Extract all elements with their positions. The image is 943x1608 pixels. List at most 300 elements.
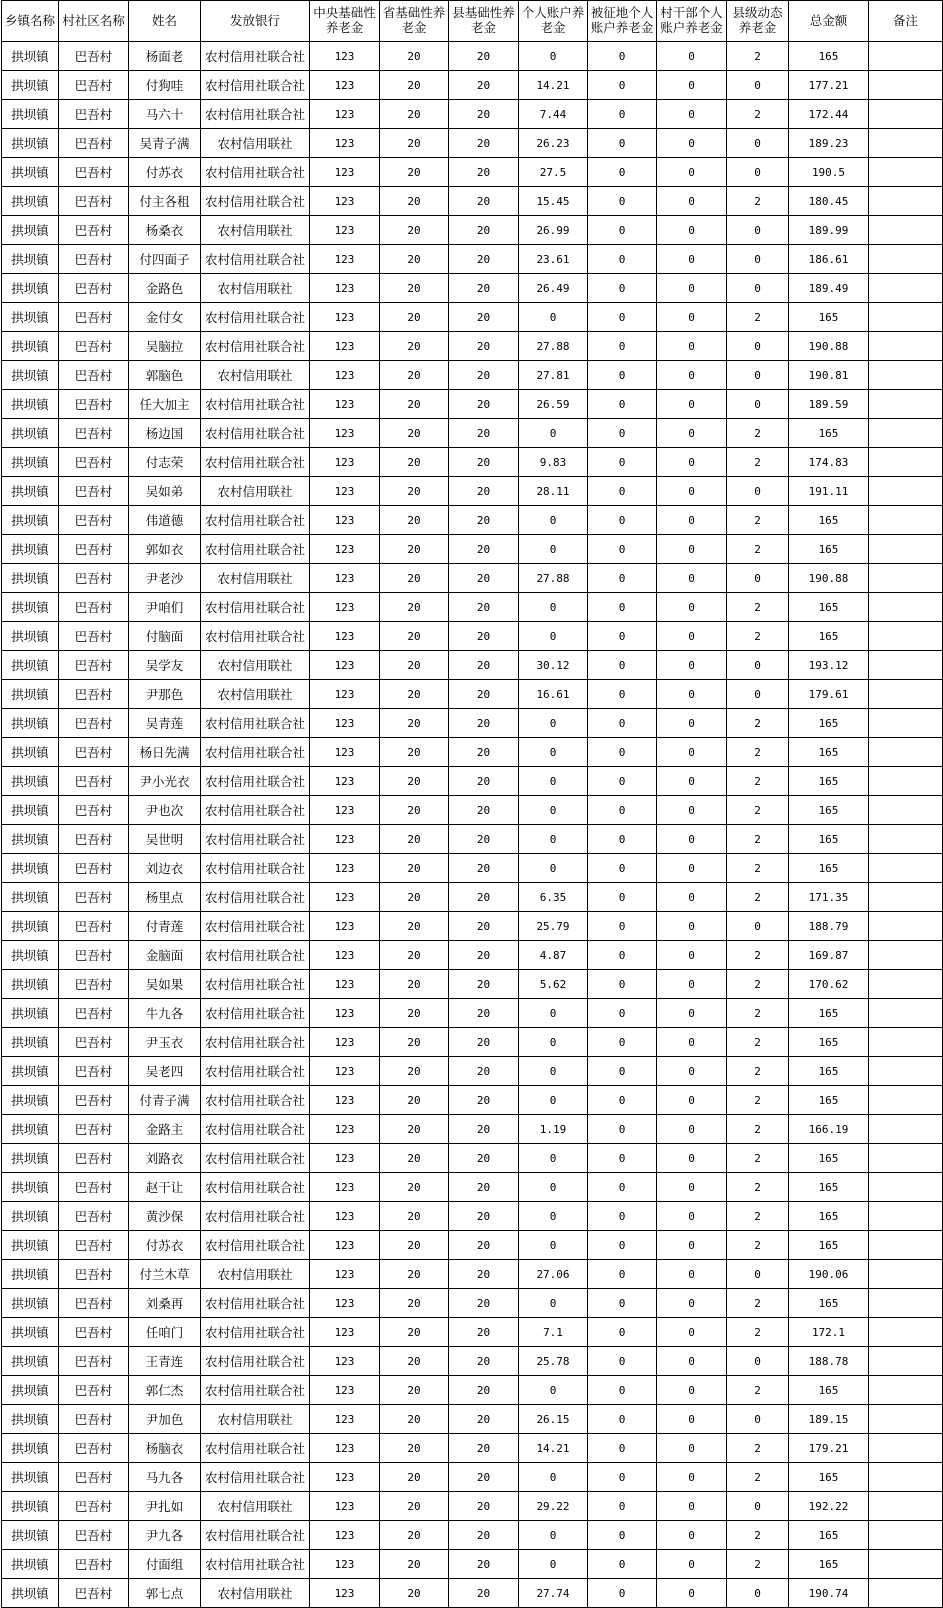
cell-note: [869, 1521, 943, 1550]
cell-personal: 27.81: [519, 361, 588, 390]
cell-town: 拱坝镇: [2, 361, 59, 390]
cell-land: 0: [588, 419, 657, 448]
column-header-village: 村社区名称: [59, 1, 129, 42]
table-row: [2, 1144, 943, 1173]
cell-central: 123: [310, 100, 380, 129]
header-row: [2, 1, 943, 42]
cell-central: 123: [310, 1028, 380, 1057]
cell-central: 123: [310, 680, 380, 709]
cell-provincial: 20: [380, 361, 449, 390]
cell-personal: 4.87: [519, 941, 588, 970]
cell-bank: 农村信用联社: [201, 651, 310, 680]
table-row: [2, 1405, 943, 1434]
cell-bank: 农村信用联社: [201, 680, 310, 709]
cell-provincial: 20: [380, 883, 449, 912]
cell-county: 20: [449, 1347, 519, 1376]
cell-provincial: 20: [380, 216, 449, 245]
cell-central: 123: [310, 767, 380, 796]
cell-central: 123: [310, 738, 380, 767]
cell-land: 0: [588, 1057, 657, 1086]
cell-total: 166.19: [789, 1115, 869, 1144]
cell-provincial: 20: [380, 100, 449, 129]
cell-name: 尹九各: [129, 1521, 201, 1550]
cell-county: 20: [449, 477, 519, 506]
cell-town: 拱坝镇: [2, 448, 59, 477]
cell-note: [869, 1144, 943, 1173]
cell-cadre: 0: [657, 158, 727, 187]
cell-cadre: 0: [657, 680, 727, 709]
cell-town: 拱坝镇: [2, 680, 59, 709]
cell-land: 0: [588, 1492, 657, 1521]
cell-total: 172.1: [789, 1318, 869, 1347]
cell-land: 0: [588, 593, 657, 622]
cell-land: 0: [588, 1550, 657, 1579]
cell-note: [869, 999, 943, 1028]
cell-cadre: 0: [657, 1434, 727, 1463]
cell-town: 拱坝镇: [2, 1173, 59, 1202]
cell-name: 金路色: [129, 274, 201, 303]
cell-bank: 农村信用社联合社: [201, 158, 310, 187]
cell-personal: 0: [519, 1173, 588, 1202]
cell-dynamic: 0: [727, 564, 789, 593]
table-row: [2, 970, 943, 999]
cell-provincial: 20: [380, 332, 449, 361]
cell-dynamic: 2: [727, 448, 789, 477]
cell-cadre: 0: [657, 1347, 727, 1376]
cell-total: 165: [789, 738, 869, 767]
column-header-provincial: 省基础性养老金: [380, 1, 449, 42]
cell-note: [869, 1550, 943, 1579]
cell-personal: 0: [519, 1202, 588, 1231]
cell-dynamic: 2: [727, 854, 789, 883]
cell-town: 拱坝镇: [2, 216, 59, 245]
table-row: [2, 1492, 943, 1521]
cell-total: 165: [789, 825, 869, 854]
cell-cadre: 0: [657, 1173, 727, 1202]
cell-note: [869, 187, 943, 216]
cell-personal: 7.44: [519, 100, 588, 129]
cell-bank: 农村信用社联合社: [201, 1086, 310, 1115]
cell-total: 192.22: [789, 1492, 869, 1521]
cell-central: 123: [310, 1231, 380, 1260]
cell-note: [869, 1289, 943, 1318]
cell-provincial: 20: [380, 390, 449, 419]
cell-village: 巴吾村: [59, 245, 129, 274]
cell-county: 20: [449, 1318, 519, 1347]
cell-total: 165: [789, 1463, 869, 1492]
cell-dynamic: 0: [727, 332, 789, 361]
table-row: [2, 1463, 943, 1492]
cell-cadre: 0: [657, 535, 727, 564]
cell-personal: 0: [519, 593, 588, 622]
cell-land: 0: [588, 1521, 657, 1550]
cell-name: 郭脑色: [129, 361, 201, 390]
cell-village: 巴吾村: [59, 1521, 129, 1550]
cell-note: [869, 1260, 943, 1289]
cell-provincial: 20: [380, 622, 449, 651]
cell-central: 123: [310, 1144, 380, 1173]
table-row: [2, 999, 943, 1028]
cell-total: 186.61: [789, 245, 869, 274]
cell-personal: 0: [519, 796, 588, 825]
cell-total: 165: [789, 1202, 869, 1231]
cell-total: 190.5: [789, 158, 869, 187]
cell-name: 金路主: [129, 1115, 201, 1144]
cell-personal: 0: [519, 709, 588, 738]
cell-land: 0: [588, 1231, 657, 1260]
cell-provincial: 20: [380, 1521, 449, 1550]
cell-name: 吴如弟: [129, 477, 201, 506]
table-row: [2, 709, 943, 738]
cell-personal: 7.1: [519, 1318, 588, 1347]
table-row: [2, 1579, 943, 1608]
cell-bank: 农村信用联社: [201, 564, 310, 593]
cell-name: 尹玉衣: [129, 1028, 201, 1057]
cell-cadre: 0: [657, 274, 727, 303]
cell-personal: 27.74: [519, 1579, 588, 1608]
cell-central: 123: [310, 477, 380, 506]
cell-county: 20: [449, 622, 519, 651]
cell-land: 0: [588, 245, 657, 274]
cell-dynamic: 2: [727, 941, 789, 970]
cell-personal: 0: [519, 1463, 588, 1492]
cell-land: 0: [588, 825, 657, 854]
cell-note: [869, 1057, 943, 1086]
cell-cadre: 0: [657, 1202, 727, 1231]
cell-cadre: 0: [657, 216, 727, 245]
cell-note: [869, 129, 943, 158]
cell-provincial: 20: [380, 999, 449, 1028]
cell-cadre: 0: [657, 1289, 727, 1318]
cell-name: 尹小光衣: [129, 767, 201, 796]
cell-village: 巴吾村: [59, 680, 129, 709]
cell-land: 0: [588, 1028, 657, 1057]
cell-dynamic: 0: [727, 680, 789, 709]
table-row: [2, 825, 943, 854]
cell-central: 123: [310, 1376, 380, 1405]
table-row: [2, 738, 943, 767]
cell-land: 0: [588, 1115, 657, 1144]
cell-provincial: 20: [380, 912, 449, 941]
cell-dynamic: 2: [727, 1028, 789, 1057]
cell-central: 123: [310, 709, 380, 738]
cell-provincial: 20: [380, 535, 449, 564]
cell-county: 20: [449, 506, 519, 535]
cell-note: [869, 1579, 943, 1608]
cell-dynamic: 2: [727, 999, 789, 1028]
cell-county: 20: [449, 1144, 519, 1173]
table-row: [2, 506, 943, 535]
cell-village: 巴吾村: [59, 332, 129, 361]
table-row: [2, 1057, 943, 1086]
cell-dynamic: 0: [727, 1492, 789, 1521]
cell-central: 123: [310, 912, 380, 941]
cell-town: 拱坝镇: [2, 477, 59, 506]
cell-county: 20: [449, 448, 519, 477]
cell-cadre: 0: [657, 1463, 727, 1492]
cell-central: 123: [310, 506, 380, 535]
column-header-county: 县基础性养老金: [449, 1, 519, 42]
cell-name: 金付女: [129, 303, 201, 332]
cell-county: 20: [449, 1057, 519, 1086]
cell-village: 巴吾村: [59, 1231, 129, 1260]
cell-provincial: 20: [380, 1289, 449, 1318]
table-row: [2, 390, 943, 419]
column-header-bank: 发放银行: [201, 1, 310, 42]
cell-county: 20: [449, 1434, 519, 1463]
table-row: [2, 361, 943, 390]
cell-total: 165: [789, 419, 869, 448]
cell-dynamic: 0: [727, 390, 789, 419]
cell-town: 拱坝镇: [2, 158, 59, 187]
cell-land: 0: [588, 361, 657, 390]
cell-bank: 农村信用社联合社: [201, 1318, 310, 1347]
cell-dynamic: 2: [727, 1550, 789, 1579]
cell-village: 巴吾村: [59, 941, 129, 970]
cell-cadre: 0: [657, 1492, 727, 1521]
cell-village: 巴吾村: [59, 825, 129, 854]
table-row: [2, 303, 943, 332]
table-row: [2, 1028, 943, 1057]
cell-county: 20: [449, 709, 519, 738]
cell-central: 123: [310, 390, 380, 419]
cell-note: [869, 506, 943, 535]
cell-land: 0: [588, 1173, 657, 1202]
cell-provincial: 20: [380, 593, 449, 622]
cell-land: 0: [588, 941, 657, 970]
table-row: [2, 1260, 943, 1289]
cell-cadre: 0: [657, 1144, 727, 1173]
cell-land: 0: [588, 274, 657, 303]
cell-name: 杨桑衣: [129, 216, 201, 245]
cell-provincial: 20: [380, 1057, 449, 1086]
cell-note: [869, 245, 943, 274]
table-row: [2, 1173, 943, 1202]
cell-bank: 农村信用社联合社: [201, 970, 310, 999]
cell-town: 拱坝镇: [2, 1318, 59, 1347]
cell-provincial: 20: [380, 303, 449, 332]
cell-county: 20: [449, 593, 519, 622]
cell-total: 169.87: [789, 941, 869, 970]
cell-note: [869, 100, 943, 129]
cell-dynamic: 0: [727, 912, 789, 941]
cell-village: 巴吾村: [59, 187, 129, 216]
cell-note: [869, 1492, 943, 1521]
cell-cadre: 0: [657, 1260, 727, 1289]
cell-town: 拱坝镇: [2, 1057, 59, 1086]
cell-provincial: 20: [380, 1347, 449, 1376]
cell-provincial: 20: [380, 245, 449, 274]
cell-central: 123: [310, 1550, 380, 1579]
cell-town: 拱坝镇: [2, 883, 59, 912]
cell-central: 123: [310, 535, 380, 564]
cell-town: 拱坝镇: [2, 1144, 59, 1173]
cell-bank: 农村信用社联合社: [201, 1057, 310, 1086]
cell-provincial: 20: [380, 419, 449, 448]
cell-land: 0: [588, 883, 657, 912]
cell-provincial: 20: [380, 680, 449, 709]
cell-personal: 26.49: [519, 274, 588, 303]
column-header-personal: 个人账户养老金: [519, 1, 588, 42]
cell-county: 20: [449, 1376, 519, 1405]
cell-personal: 0: [519, 854, 588, 883]
cell-county: 20: [449, 42, 519, 71]
cell-dynamic: 2: [727, 1202, 789, 1231]
cell-dynamic: 2: [727, 796, 789, 825]
cell-total: 190.88: [789, 332, 869, 361]
cell-bank: 农村信用联社: [201, 361, 310, 390]
cell-note: [869, 709, 943, 738]
cell-provincial: 20: [380, 970, 449, 999]
cell-total: 165: [789, 1550, 869, 1579]
cell-name: 吴世明: [129, 825, 201, 854]
cell-county: 20: [449, 1579, 519, 1608]
cell-village: 巴吾村: [59, 1434, 129, 1463]
cell-total: 165: [789, 1057, 869, 1086]
cell-land: 0: [588, 332, 657, 361]
cell-central: 123: [310, 332, 380, 361]
cell-name: 杨面老: [129, 42, 201, 71]
cell-name: 付面组: [129, 1550, 201, 1579]
cell-total: 165: [789, 1173, 869, 1202]
cell-name: 付四面子: [129, 245, 201, 274]
cell-total: 189.59: [789, 390, 869, 419]
cell-bank: 农村信用社联合社: [201, 1376, 310, 1405]
cell-county: 20: [449, 129, 519, 158]
cell-county: 20: [449, 1405, 519, 1434]
cell-note: [869, 767, 943, 796]
cell-cadre: 0: [657, 1086, 727, 1115]
cell-central: 123: [310, 1260, 380, 1289]
cell-town: 拱坝镇: [2, 1434, 59, 1463]
cell-personal: 0: [519, 767, 588, 796]
cell-personal: 0: [519, 1231, 588, 1260]
cell-name: 尹咱们: [129, 593, 201, 622]
cell-name: 郭如衣: [129, 535, 201, 564]
cell-cadre: 0: [657, 100, 727, 129]
cell-provincial: 20: [380, 129, 449, 158]
cell-village: 巴吾村: [59, 1347, 129, 1376]
cell-dynamic: 2: [727, 970, 789, 999]
cell-land: 0: [588, 970, 657, 999]
table-row: [2, 941, 943, 970]
cell-land: 0: [588, 42, 657, 71]
cell-personal: 9.83: [519, 448, 588, 477]
table-row: [2, 680, 943, 709]
cell-bank: 农村信用社联合社: [201, 796, 310, 825]
cell-land: 0: [588, 71, 657, 100]
cell-village: 巴吾村: [59, 796, 129, 825]
cell-central: 123: [310, 796, 380, 825]
cell-village: 巴吾村: [59, 71, 129, 100]
cell-note: [869, 71, 943, 100]
cell-total: 191.11: [789, 477, 869, 506]
cell-total: 165: [789, 1289, 869, 1318]
cell-village: 巴吾村: [59, 593, 129, 622]
cell-town: 拱坝镇: [2, 332, 59, 361]
cell-town: 拱坝镇: [2, 1521, 59, 1550]
cell-land: 0: [588, 1202, 657, 1231]
cell-name: 付兰木草: [129, 1260, 201, 1289]
cell-cadre: 0: [657, 854, 727, 883]
cell-dynamic: 2: [727, 1376, 789, 1405]
table-row: [2, 419, 943, 448]
cell-provincial: 20: [380, 564, 449, 593]
cell-total: 174.83: [789, 448, 869, 477]
cell-personal: 0: [519, 1028, 588, 1057]
cell-name: 刘桑再: [129, 1289, 201, 1318]
cell-total: 165: [789, 593, 869, 622]
cell-land: 0: [588, 651, 657, 680]
cell-total: 190.88: [789, 564, 869, 593]
cell-bank: 农村信用社联合社: [201, 1231, 310, 1260]
cell-county: 20: [449, 1028, 519, 1057]
cell-cadre: 0: [657, 187, 727, 216]
cell-name: 杨边国: [129, 419, 201, 448]
cell-note: [869, 1086, 943, 1115]
cell-town: 拱坝镇: [2, 738, 59, 767]
cell-name: 付苏衣: [129, 1231, 201, 1260]
cell-county: 20: [449, 1231, 519, 1260]
cell-village: 巴吾村: [59, 1115, 129, 1144]
cell-village: 巴吾村: [59, 477, 129, 506]
cell-note: [869, 274, 943, 303]
cell-village: 巴吾村: [59, 1057, 129, 1086]
cell-cadre: 0: [657, 361, 727, 390]
cell-central: 123: [310, 71, 380, 100]
table-row: [2, 42, 943, 71]
cell-bank: 农村信用社联合社: [201, 1434, 310, 1463]
cell-note: [869, 477, 943, 506]
cell-land: 0: [588, 216, 657, 245]
cell-provincial: 20: [380, 767, 449, 796]
cell-land: 0: [588, 448, 657, 477]
cell-land: 0: [588, 1144, 657, 1173]
cell-land: 0: [588, 1376, 657, 1405]
cell-town: 拱坝镇: [2, 1289, 59, 1318]
cell-total: 165: [789, 1028, 869, 1057]
cell-dynamic: 0: [727, 71, 789, 100]
cell-land: 0: [588, 738, 657, 767]
cell-dynamic: 2: [727, 100, 789, 129]
cell-name: 吴青子满: [129, 129, 201, 158]
cell-personal: 26.99: [519, 216, 588, 245]
cell-provincial: 20: [380, 651, 449, 680]
cell-name: 尹加色: [129, 1405, 201, 1434]
cell-name: 付青子满: [129, 1086, 201, 1115]
cell-village: 巴吾村: [59, 912, 129, 941]
cell-village: 巴吾村: [59, 1086, 129, 1115]
column-header-land: 被征地个人账户养老金: [588, 1, 657, 42]
table-row: [2, 622, 943, 651]
cell-village: 巴吾村: [59, 158, 129, 187]
cell-total: 165: [789, 1144, 869, 1173]
cell-bank: 农村信用社联合社: [201, 593, 310, 622]
column-header-cadre: 村干部个人账户养老金: [657, 1, 727, 42]
cell-central: 123: [310, 970, 380, 999]
cell-county: 20: [449, 1492, 519, 1521]
cell-personal: 27.88: [519, 332, 588, 361]
cell-dynamic: 2: [727, 709, 789, 738]
cell-land: 0: [588, 1463, 657, 1492]
cell-bank: 农村信用社联合社: [201, 854, 310, 883]
cell-town: 拱坝镇: [2, 1376, 59, 1405]
cell-village: 巴吾村: [59, 1463, 129, 1492]
cell-town: 拱坝镇: [2, 303, 59, 332]
cell-dynamic: 2: [727, 187, 789, 216]
cell-village: 巴吾村: [59, 274, 129, 303]
cell-central: 123: [310, 1579, 380, 1608]
